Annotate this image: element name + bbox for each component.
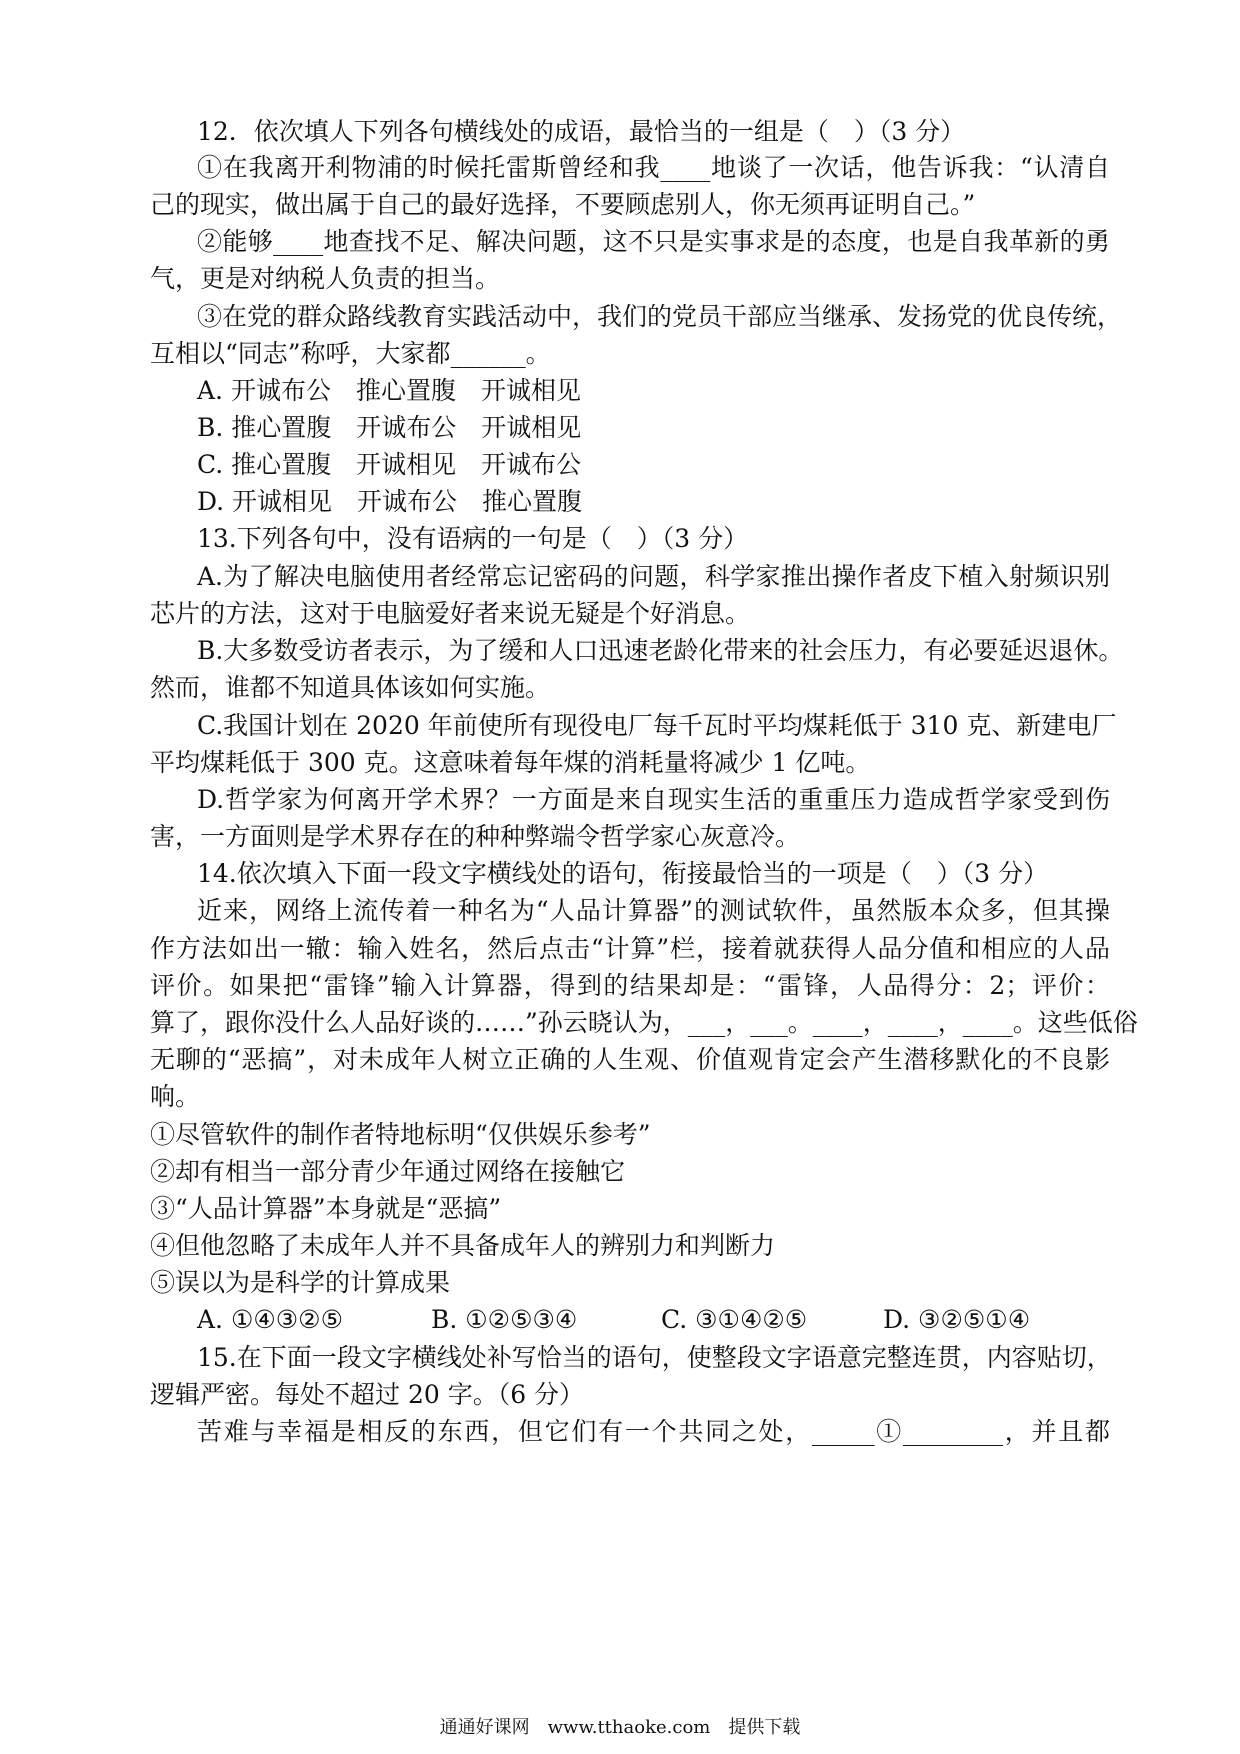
q13-option-d-line-2: 害，一方面则是学术界存在的种种弊端令哲学家心灰意冷。 xyxy=(150,822,801,851)
q12-option-a: A. 开诚布公 推心置腹 开诚相见 xyxy=(197,376,581,405)
q13-option-c-line-2: 平均煤耗低于 300 克。这意味着每年煤的消耗量将减少 1 亿吨。 xyxy=(150,748,871,777)
q14-options xyxy=(197,1305,1110,1335)
q14-item-1: ①尽管软件的制作者特地标明“仅供娱乐参考” xyxy=(150,1120,651,1149)
q14-passage-line-5: 无聊的“恶搞”，对未成年人树立正确的人生观、价值观肯定会产生潜移默化的不良影 xyxy=(150,1045,1110,1074)
q12-sentence-2-line-1: ②能够____地查找不足、解决问题，这不只是实事求是的态度，也是自我革新的勇 xyxy=(197,227,1110,256)
q13-option-a-line-2: 芯片的方法，这对于电脑爱好者来说无疑是个好消息。 xyxy=(150,599,751,628)
q12-option-c: C. 推心置腹 开诚相见 开诚布公 xyxy=(197,450,582,479)
q13-option-b-line-1: B.大多数受访者表示，为了缓和人口迅速老龄化带来的社会压力，有必要延迟退休。 xyxy=(197,636,1124,665)
q13-stem: 13.下列各句中，没有语病的一句是（ ）（3 分） xyxy=(197,524,749,553)
q12-sentence-3-line-2: 互相以“同志”称呼，大家都______。 xyxy=(150,339,551,368)
q14-option-b: B. ①②⑤③④ xyxy=(431,1305,578,1334)
q14-passage-line-1: 近来，网络上流传着一种名为“人品计算器”的测试软件，虽然版本众多，但其操 xyxy=(197,896,1110,925)
q12-option-d: D. 开诚相见 开诚布公 推心置腹 xyxy=(197,487,583,516)
q14-stem: 14.依次填入下面一段文字横线处的语句，衔接最恰当的一项是（ ）（3 分） xyxy=(197,859,1049,888)
page-footer: 通通好课网 www.tthaoke.com 提供下载 xyxy=(439,1717,801,1738)
q15-stem-line-2: 逻辑严密。每处不超过 20 字。（6 分） xyxy=(150,1380,585,1409)
q14-item-4: ④但他忽略了未成年人并不具备成年人的辨别力和判断力 xyxy=(150,1231,776,1260)
q14-item-5: ⑤误以为是科学的计算成果 xyxy=(150,1268,451,1297)
q12-sentence-1-line-2: 己的现实，做出属于自己的最好选择，不要顾虑别人，你无须再证明自己。” xyxy=(150,190,976,219)
q15-passage-line-1: 苦难与幸福是相反的东西，但它们有一个共同之处，_____①________，并且都 xyxy=(197,1417,1110,1446)
q14-option-a: A. ①④③②⑤ xyxy=(197,1305,344,1334)
q12-sentence-3-line-1: ③在党的群众路线教育实践活动中，我们的党员干部应当继承、发扬党的优良传统， xyxy=(197,302,1123,331)
q14-option-d: D. ③②⑤①④ xyxy=(883,1305,1031,1334)
q13-option-b-line-2: 然而，谁都不知道具体该如何实施。 xyxy=(150,673,551,702)
q14-passage-line-2: 作方法如出一辙：输入姓名，然后点击“计算”栏，接着就获得人品分值和相应的人品 xyxy=(150,934,1110,963)
q14-passage-line-4: 算了，跟你没什么人品好谈的……”孙云晓认为，___，___。____，____，____。这些低俗 xyxy=(150,1008,1138,1037)
q14-item-3: ③“人品计算器”本身就是“恶搞” xyxy=(150,1194,502,1223)
q13-option-a-line-1: A.为了解决电脑使用者经常忘记密码的问题，科学家推出操作者皮下植入射频识别 xyxy=(197,562,1110,591)
q13-option-d-line-1: D.哲学家为何离开学术界？一方面是来自现实生活的重重压力造成哲学家受到伤 xyxy=(197,785,1110,814)
q14-item-2: ②却有相当一部分青少年通过网络在接触它 xyxy=(150,1157,626,1186)
q14-passage-line-3: 评价。如果把“雷锋”输入计算器，得到的结果却是：“雷锋，人品得分：2；评价： xyxy=(150,971,1110,1000)
q12-stem: 12．依次填人下列各句横线处的成语，最恰当的一组是（ ）（3 分） xyxy=(197,117,966,146)
q12-sentence-1-line-1: ①在我离开利物浦的时候托雷斯曾经和我____地谈了一次话，他告诉我：“认清自 xyxy=(197,153,1110,182)
q13-option-c-line-1: C.我国计划在 2020 年前使所有现役电厂每千瓦时平均煤耗低于 310 克、新建电厂 xyxy=(197,711,1117,740)
q14-option-c: C. ③①④②⑤ xyxy=(661,1305,808,1334)
q12-option-b: B. 推心置腹 开诚布公 开诚相见 xyxy=(197,413,582,442)
q14-passage-line-6: 响。 xyxy=(150,1082,201,1111)
q12-sentence-2-line-2: 气，更是对纳税人负责的担当。 xyxy=(150,264,501,293)
q15-stem-line-1: 15.在下面一段文字横线处补写恰当的语句，使整段文字语意完整连贯，内容贴切， xyxy=(197,1343,1112,1372)
